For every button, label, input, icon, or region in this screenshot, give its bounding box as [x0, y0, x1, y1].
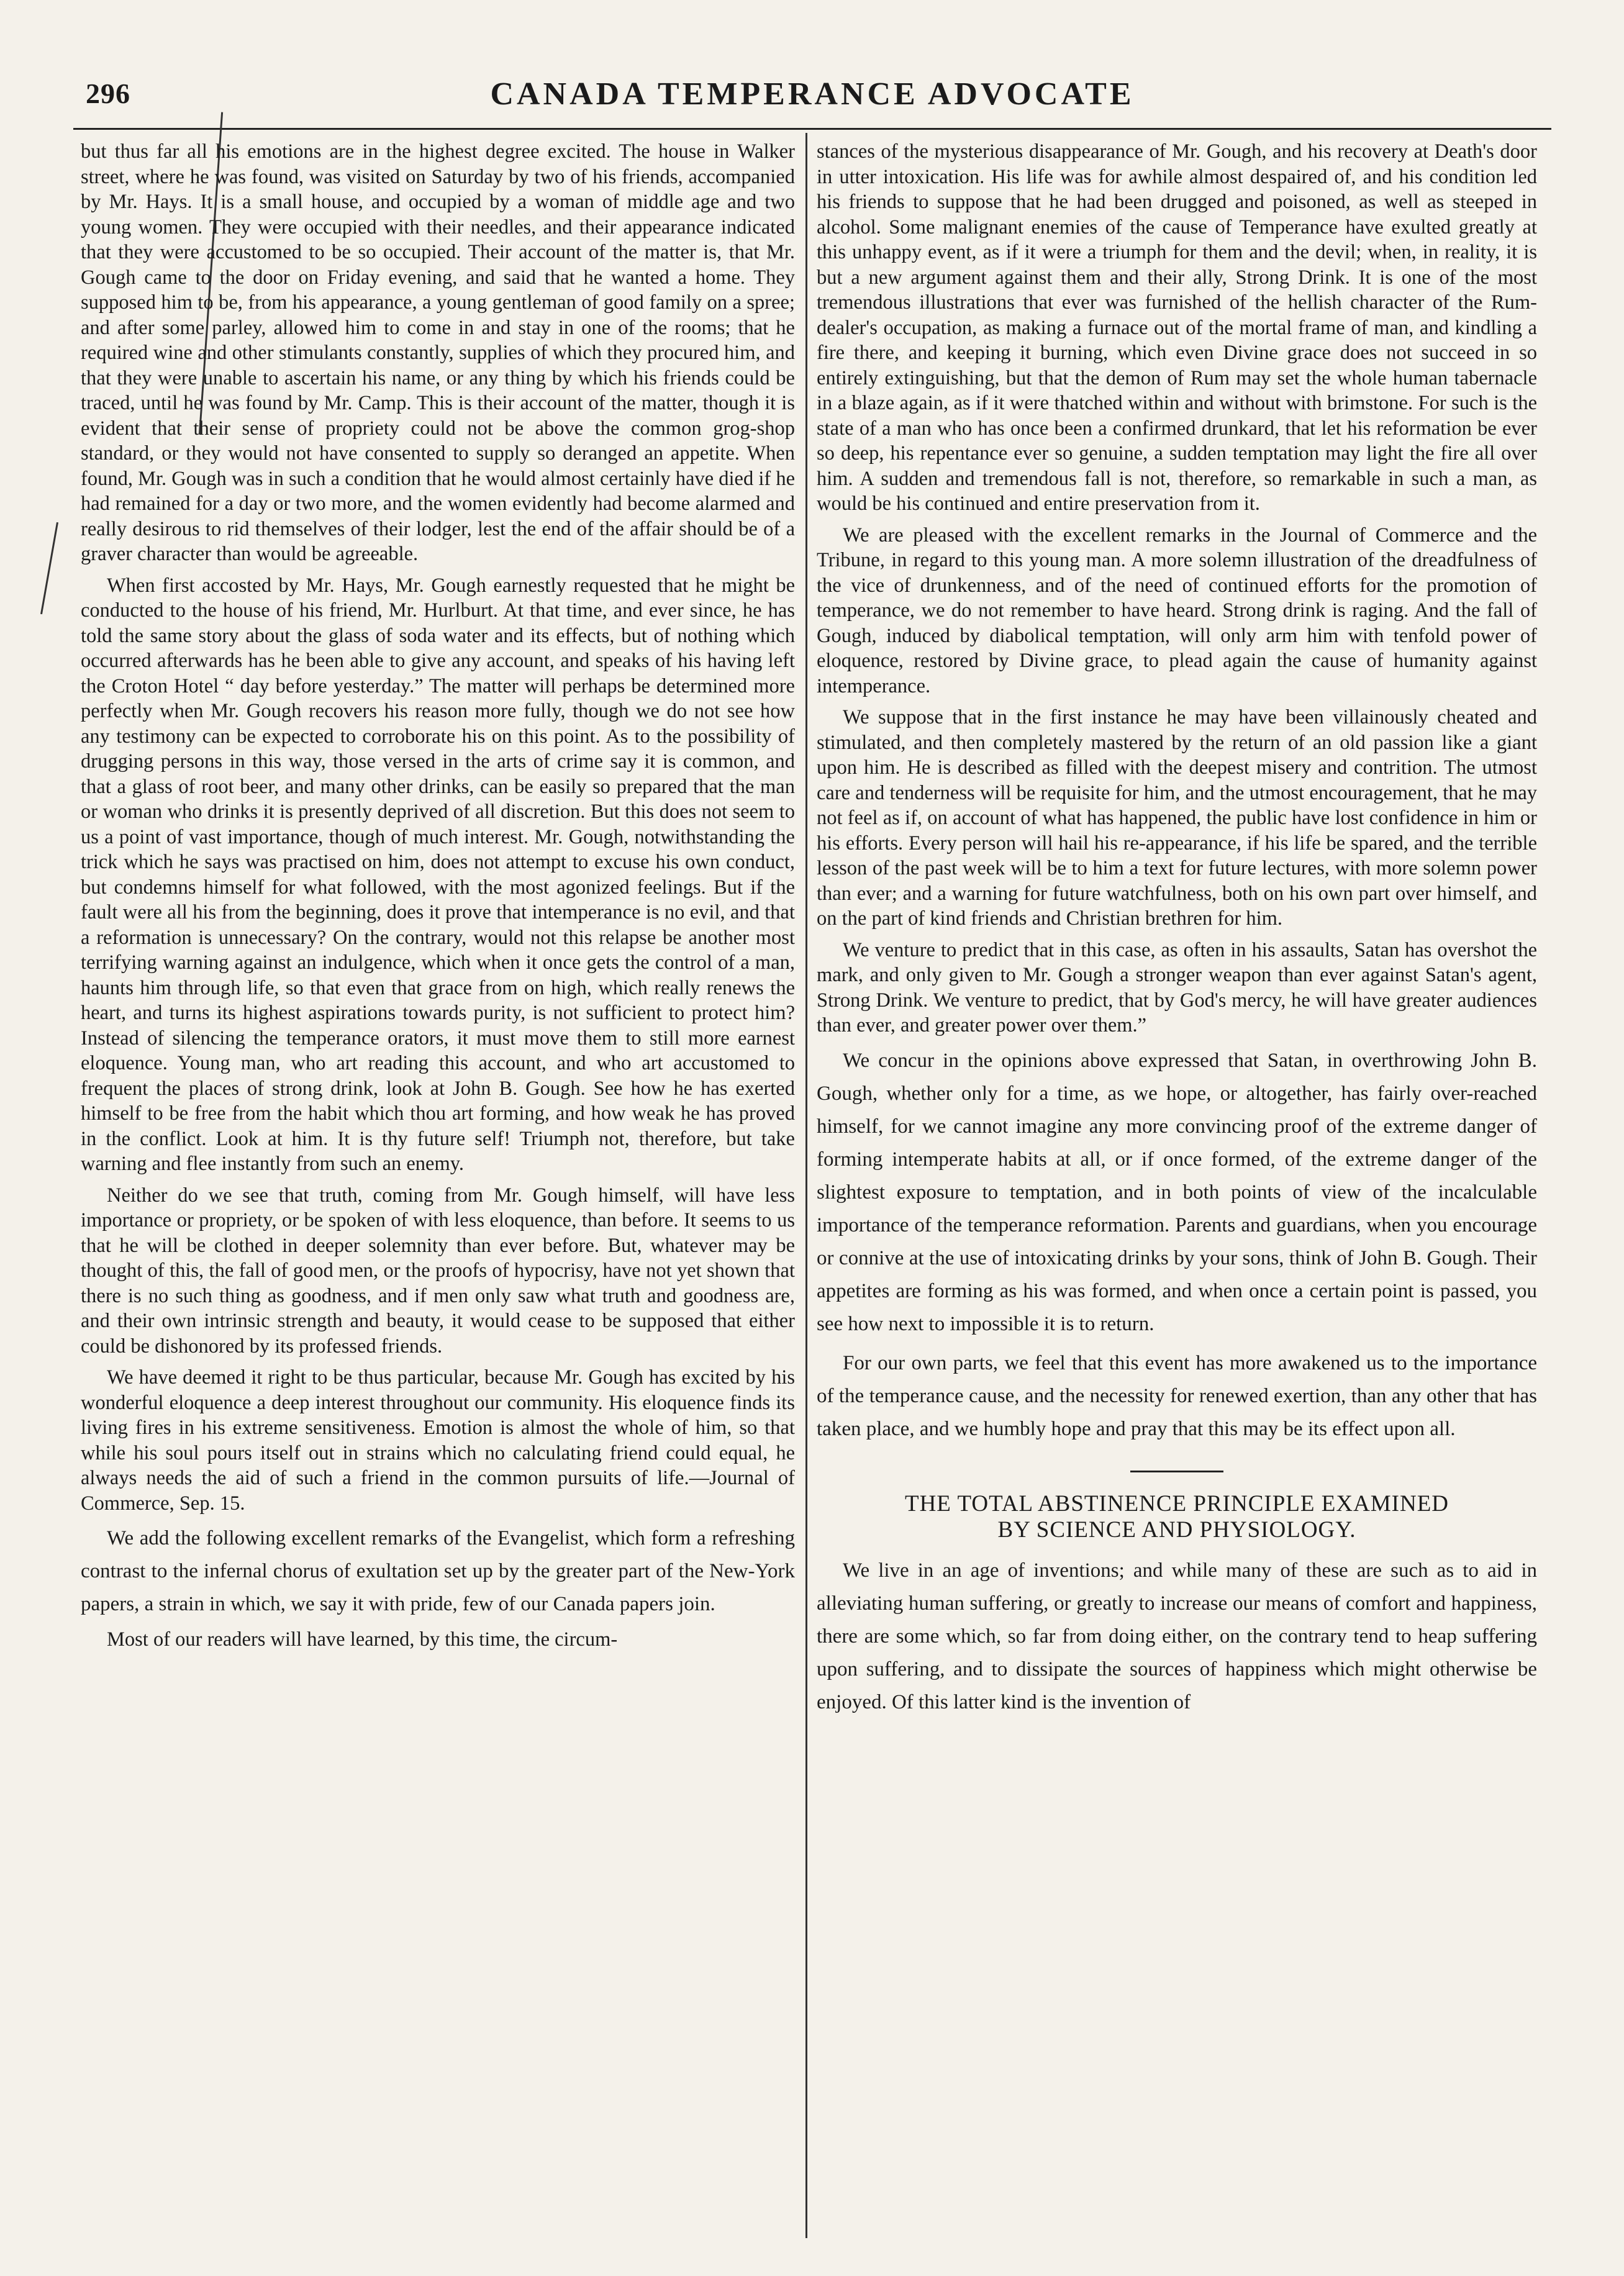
page-number: 296 — [86, 78, 130, 109]
article-heading-line: BY SCIENCE AND PHYSIOLOGY. — [997, 1517, 1356, 1543]
masthead-title: CANADA TEMPERANCE ADVOCATE — [490, 76, 1135, 112]
article-paragraph: We concur in the opinions above expressed that Satan, in overthrowing John B. Gough, whether only for a time, as we hope, or altogether, has fairly over-reached himself, for we cannot imagine any more convincing proof of the extreme danger of forming intemperate habits at all, or if once formed, of the extreme danger of the slightest exposure to temptation, and in both points of view of the incalculable importance of the temperance reformation. Parents and guardians, when you encourage or connive at the use of intoxicating drinks by your sons, think of John B. Gough. Their appetites are forming as his was formed, and when once a certain point is passed, you see how next to impossible it is to return. — [817, 1049, 1537, 1335]
article-paragraph: Most of our readers will have learned, by this time, the circum- — [107, 1628, 618, 1651]
left-column — [81, 139, 795, 1659]
article-paragraph: stances of the mysterious disappearance of Mr. Gough, and his recovery at Death's door in utter intoxication. His life was for awhile almost despaired of, and his condition led his friends to suppose that he had been drugged and poisoned, as well as steeped in alcohol. Some malignant enemies of the cause of Temperance have exulted greatly at this unhappy event, as if it were a triumph for them and the devil; when, in reality, it is but a new argument against them and their ally, Strong Drink. It is one of the most tremendous illustrations that ever was furnished of the hellish character of the Rum-dealer's occupation, as making a furnace out of the mortal frame of man, and kindling a fire there, and keeping it burning, which even Divine grace does not succeed in so entirely extinguishing, but that the demon of Rum may set the whole human tabernacle in a blaze again, as if it were thatched within and without with brimstone. For such is the state of a man who has once been a confirmed drunkard, that let his reformation be ever so deep, his repentance ever so genuine, a sudden temptation may light the fire all over him. A sudden and tremendous fall is not, therefore, so remarkable in such a man, as would be his continued and entire preservation from it. — [817, 140, 1537, 515]
header-rule — [73, 128, 1551, 130]
article-paragraph: We are pleased with the excellent remarks in the Journal of Commerce and the Tribune, in regard to this young man. A more solemn illustration of the dreadfulness of the vice of drunkenness, and of the need of continued efforts for the promotion of temperance, we do not remember to have heard. Strong drink is raging. And the fall of Gough, induced by diabolical temptation, will only arm him with tenfold power of eloquence, restored by Divine grace, to plead again the cause of humanity against intemperance. — [817, 524, 1537, 697]
article-paragraph: Neither do we see that truth, coming from Mr. Gough himself, will have less importance or propriety, or be spoken of with less eloquence, than before. It seems to us that he will be clothed in deeper solemnity than ever before. But, whatever may be thought of this, the fall of good men, or the proofs of hypocrisy, have not yet shown that there is no such thing as goodness, and if men only saw what truth and goodness are, and their own intrinsic strength and beauty, it would cease to be supposed that either could be dishonored by its professed friends. — [81, 1184, 795, 1358]
page-header — [73, 73, 1551, 123]
article-paragraph: For our own parts, we feel that this event has more awakened us to the importance of the temperance cause, and the necessity for renewed exertion, than any other that has taken place, and we humbly hope and pray that this may be its effect upon all. — [817, 1351, 1537, 1440]
article-paragraph: When first accosted by Mr. Hays, Mr. Gough earnestly requested that he might be conducted to the house of his friend, Mr. Hurlburt. At that time, and ever since, he has told the same story about the glass of soda water and its effects, but of nothing which occurred afterwards has he been able to give any account, and speaks of his having left the Croton Hotel “ day before yesterday.” The matter will perhaps be determined more perfectly when Mr. Gough recovers his reason more fully, though we do not see how any testimony can be expected to corroborate his on this point. As to the possibility of drugging persons in this way, those versed in the arts of crime say it is common, and that a glass of root beer, and many other drinks, can be easily so prepared that the man or woman who drinks it is presently deprived of all discretion. But this does not seem to us a point of vast importance, though of much interest. Mr. Gough, notwithstanding the trick which he says was practised on him, does not attempt to excuse his own conduct, but condemns himself for what followed, with the most agonized feelings. But if the fault were all his from the beginning, does it prove that intemperance is no evil, and that a reformation is unnecessary? On the contrary, would not this relapse be another most terrifying warning against an indulgence, which when it once gets the control of a man, haunts him through life, so that even that grace from on high, which really renews the heart, and turns its highest aspirations towards purity, is not sufficient to protect him? Instead of silencing the temperance orators, it must move them to still more earnest eloquence. Young man, who art reading this account, and who art accustomed to frequent the places of strong drink, look at John B. Gough. See how he has exerted himself to be free from the habit which thou art forming, and how weak he has proved in the conflict. Look at him. It is thy future self! Triumph not, therefore, but take warning and flee instantly from such an enemy. — [81, 574, 795, 1175]
article-heading — [817, 1491, 1537, 1543]
article-paragraph: We add the following excellent remarks of the Evangelist, which form a refreshing contrast to the infernal chorus of exultation set up by the greater part of the New-York papers, a strain in which, we say it with pride, few of our Canada papers join. — [81, 1527, 795, 1615]
section-rule — [1130, 1471, 1223, 1472]
right-column — [817, 139, 1537, 1725]
article-paragraph: but thus far all his emotions are in the highest degree excited. The house in Walker street, where he was found, was visited on Saturday by two of his friends, accompanied by Mr. Hays. It is a small house, and occupied by a woman of middle age and two young women. They were occupied with their needles, and their appearance indicated that they were accustomed to be so occupied. Their account of the matter is, that Mr. Gough came to the door on Friday evening, and said that he wanted a home. They supposed him to be, from his appearance, a young gentleman of good family on a spree; and after some parley, allowed him to come in and stay in one of the rooms; that he required wine and other stimulants constantly, supplies of which they procured him, and that they were unable to ascertain his name, or any thing by which his friends could be traced, until he was found by Mr. Camp. This is their account of the matter, though it is evident that their sense of propriety could not be above the common grog-shop standard, or they would not have consented to supply so deranged an appetite. When found, Mr. Gough was in such a condition that he would almost certainly have died if he had remained for a day or two more, and the women evidently had become alarmed and really desirous to rid themselves of their lodger, lest the end of the affair should be of a graver character than would be agreeable. — [81, 140, 795, 565]
article-paragraph: We venture to predict that in this case, as often in his assaults, Satan has overshot the mark, and only given to Mr. Gough a stronger weapon than ever against Satan's agent, Strong Drink. We venture to predict, that by God's mercy, he will have greater audiences than ever, and greater power over them.” — [817, 938, 1537, 1036]
article-paragraph: We suppose that in the first instance he may have been villainously cheated and stimulated, and then completely mastered by the return of an old passion like a giant upon him. He is described as filled with the deepest misery and contrition. The utmost care and tenderness will be requisite for him, and the utmost encouragement, that he may not feel as if, on account of what has happened, the public have lost confidence in him or his efforts. Every person will hail his re-appearance, if his life be spared, and the terrible lesson of the past week will be to him a text for future lectures, with more solemn power than ever; and a warning for future watchfulness, both on his own part over himself, and on the part of kind friends and Christian brethren for him. — [817, 706, 1537, 930]
article-paragraph: We have deemed it right to be thus particular, because Mr. Gough has excited by his wonderful eloquence a deep interest throughout our community. His eloquence finds its living fires in his extreme sensitiveness. Emotion is almost the whole of him, so that while his soul pours itself out in strains which no calculating friend could equal, he always needs the aid of such a friend in the common pursuits of life.—Journal of Commerce, Sep. 15. — [81, 1366, 795, 1515]
handwritten-margin-mark — [40, 522, 58, 614]
article-heading-line: THE TOTAL ABSTINENCE PRINCIPLE EXAMINED — [904, 1490, 1449, 1517]
article-paragraph: We live in an age of inventions; and while many of these are such as to aid in alleviating human suffering, or greatly to increase our means of comfort and happiness, there are some which, so far from doing either, on the contrary tend to heap suffering upon suffering, and to dissipate the sources of happiness which might otherwise be enjoyed. Of this latter kind is the invention of — [817, 1559, 1537, 1713]
column-divider — [805, 133, 807, 2238]
